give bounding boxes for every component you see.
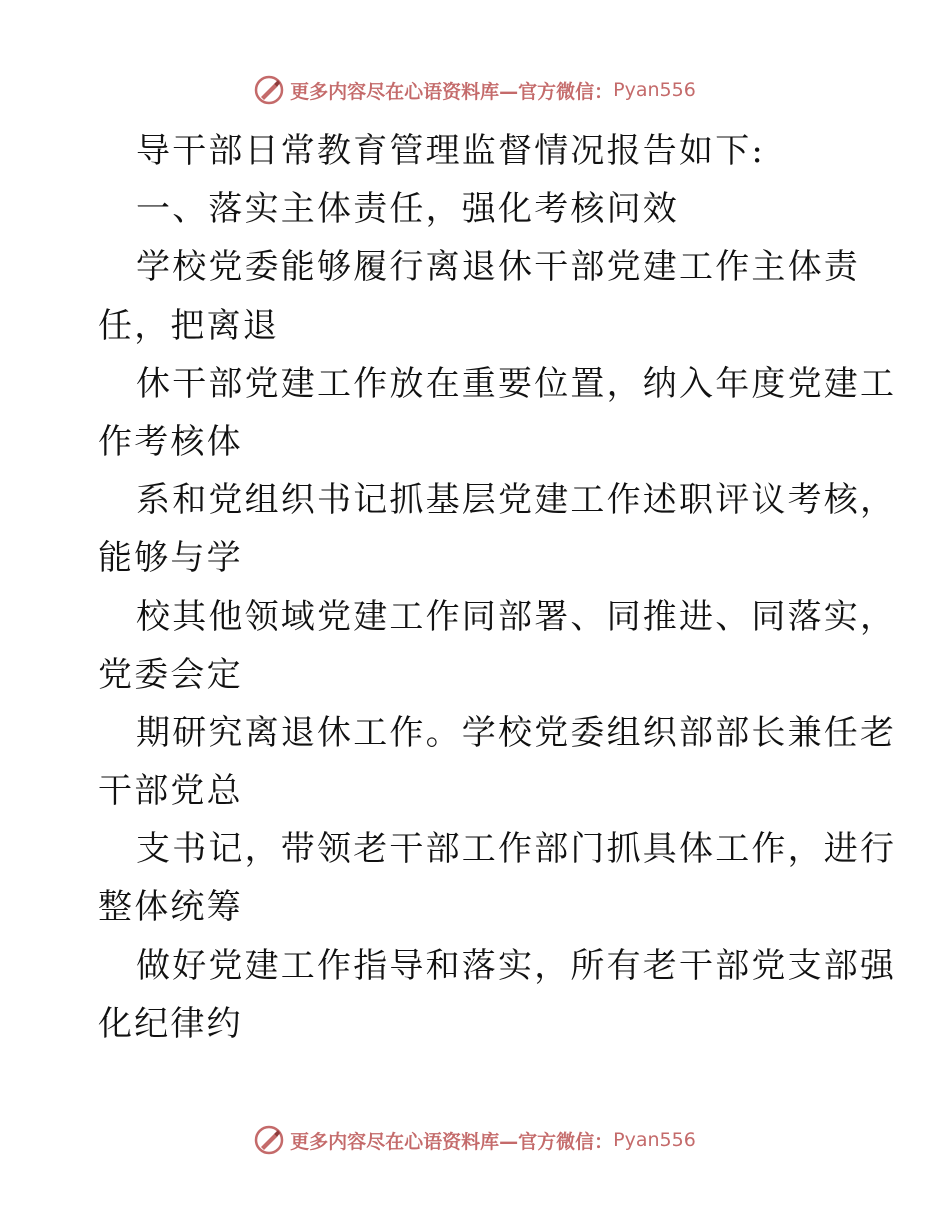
body-text-line: 系和党组织书记抓基层党建工作述职评议考核， xyxy=(136,480,897,521)
document-body xyxy=(98,122,897,1053)
body-text-line: 作考核体 xyxy=(98,421,243,462)
body-text-line: 一、落实主体责任，强化考核问效 xyxy=(136,189,679,230)
body-text-line: 校其他领域党建工作同部署、同推进、同落实， xyxy=(136,596,897,637)
quill-pen-circle-icon xyxy=(254,1125,284,1155)
body-text-line: 期研究离退休工作。学校党委组织部部长兼任老 xyxy=(136,712,897,753)
body-text-line: 干部党总 xyxy=(98,771,243,812)
banner-text: 更多内容尽在心语资料库—官方微信： xyxy=(290,80,614,103)
body-text-line: 做好党建工作指导和落实，所有老干部党支部强 xyxy=(136,945,897,986)
body-text-line: 整体统筹 xyxy=(98,887,243,928)
quill-pen-circle-icon xyxy=(254,75,284,105)
body-text-line: 能够与学 xyxy=(98,538,243,579)
body-text-line: 任，把离退 xyxy=(98,305,279,346)
body-text-line: 化纪律约 xyxy=(98,1003,243,1044)
footer-banner xyxy=(0,1120,950,1160)
banner-text: 更多内容尽在心语资料库—官方微信： xyxy=(290,1130,614,1153)
header-banner xyxy=(0,70,950,110)
body-text-line: 支书记，带领老干部工作部门抓具体工作，进行 xyxy=(136,829,897,870)
body-text-line: 学校党委能够履行离退休干部党建工作主体责 xyxy=(136,247,860,288)
body-text-line: 休干部党建工作放在重要位置，纳入年度党建工 xyxy=(136,363,897,404)
wechat-id: Pyan556 xyxy=(613,1129,696,1151)
body-text-line: 导干部日常教育管理监督情况报告如下: xyxy=(136,131,766,171)
body-text-line: 党委会定 xyxy=(98,654,243,695)
wechat-id: Pyan556 xyxy=(613,79,696,101)
